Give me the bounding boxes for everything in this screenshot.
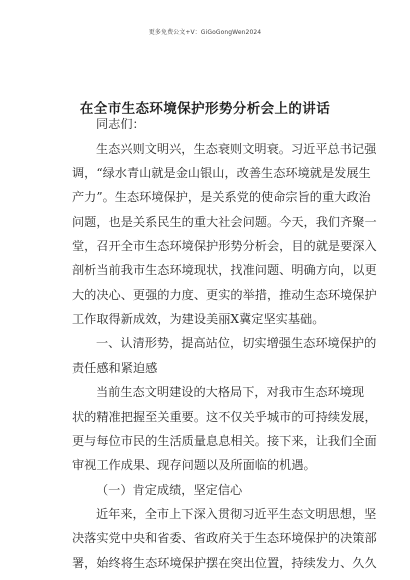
body-text-line: 一、认清形势，提高站位，切实增强生态环境保护的 — [96, 336, 377, 350]
body-text-line: 同志们： — [96, 117, 145, 131]
body-text-line: 生态兴则文明兴，生态衰则文明衰。习近平总书记强 — [96, 142, 377, 156]
body-text-line: 更与每位市民的生活质量息息相关。接下来，让我们全面 — [72, 434, 377, 448]
body-text-line: 署，始终将生态环境保护摆在突出位置，持续发力、久久 — [72, 556, 377, 570]
body-text-line: 调，“绿水青山就是金山银山，改善生态环境就是发展生 — [72, 166, 371, 180]
body-text-line: 审视工作成果、现存问题以及所面临的机遇。 — [72, 458, 316, 472]
body-text-line: 工作取得新成效，为建设美丽X冀定坚实基础。 — [72, 312, 325, 326]
page-header: 更多免费公文+V：GiGoGongWen2024 — [148, 29, 262, 36]
body-text-line: （一）肯定成绩，坚定信心 — [96, 483, 243, 497]
body-text-line: 当前生态文明建设的大格局下，对我市生态环境现 — [96, 385, 365, 399]
body-text-line: 责任感和紧迫感 — [72, 361, 158, 375]
body-text-line: 大的决心、更强的力度、更实的举措，推动生态环境保护 — [72, 288, 377, 302]
body-text-line: 产力”。生态环境保护，是关系党的使命宗旨的重大政治 — [72, 190, 371, 204]
body-text-line: 状的精准把握至关重要。这不仅关乎城市的可持续发展， — [72, 410, 377, 424]
body-text-line: 问题，也是关系民生的重大社会问题。今天，我们齐聚一 — [72, 215, 377, 229]
body-text-line: 近年来，全市上下深入贯彻习近平生态文明思想，坚 — [96, 507, 377, 521]
body-text-line: 剖析当前我市生态环境现状，找准问题、明确方向，以更 — [72, 263, 377, 277]
body-text-line: 决落实党中央和省委、省政府关于生态环境保护的决策部 — [72, 531, 377, 545]
document-title: 在全市生态环境保护形势分析会上的讲话 — [79, 101, 331, 117]
body-text-line: 堂，召开全市生态环境保护形势分析会，目的就是要深入 — [72, 239, 377, 253]
